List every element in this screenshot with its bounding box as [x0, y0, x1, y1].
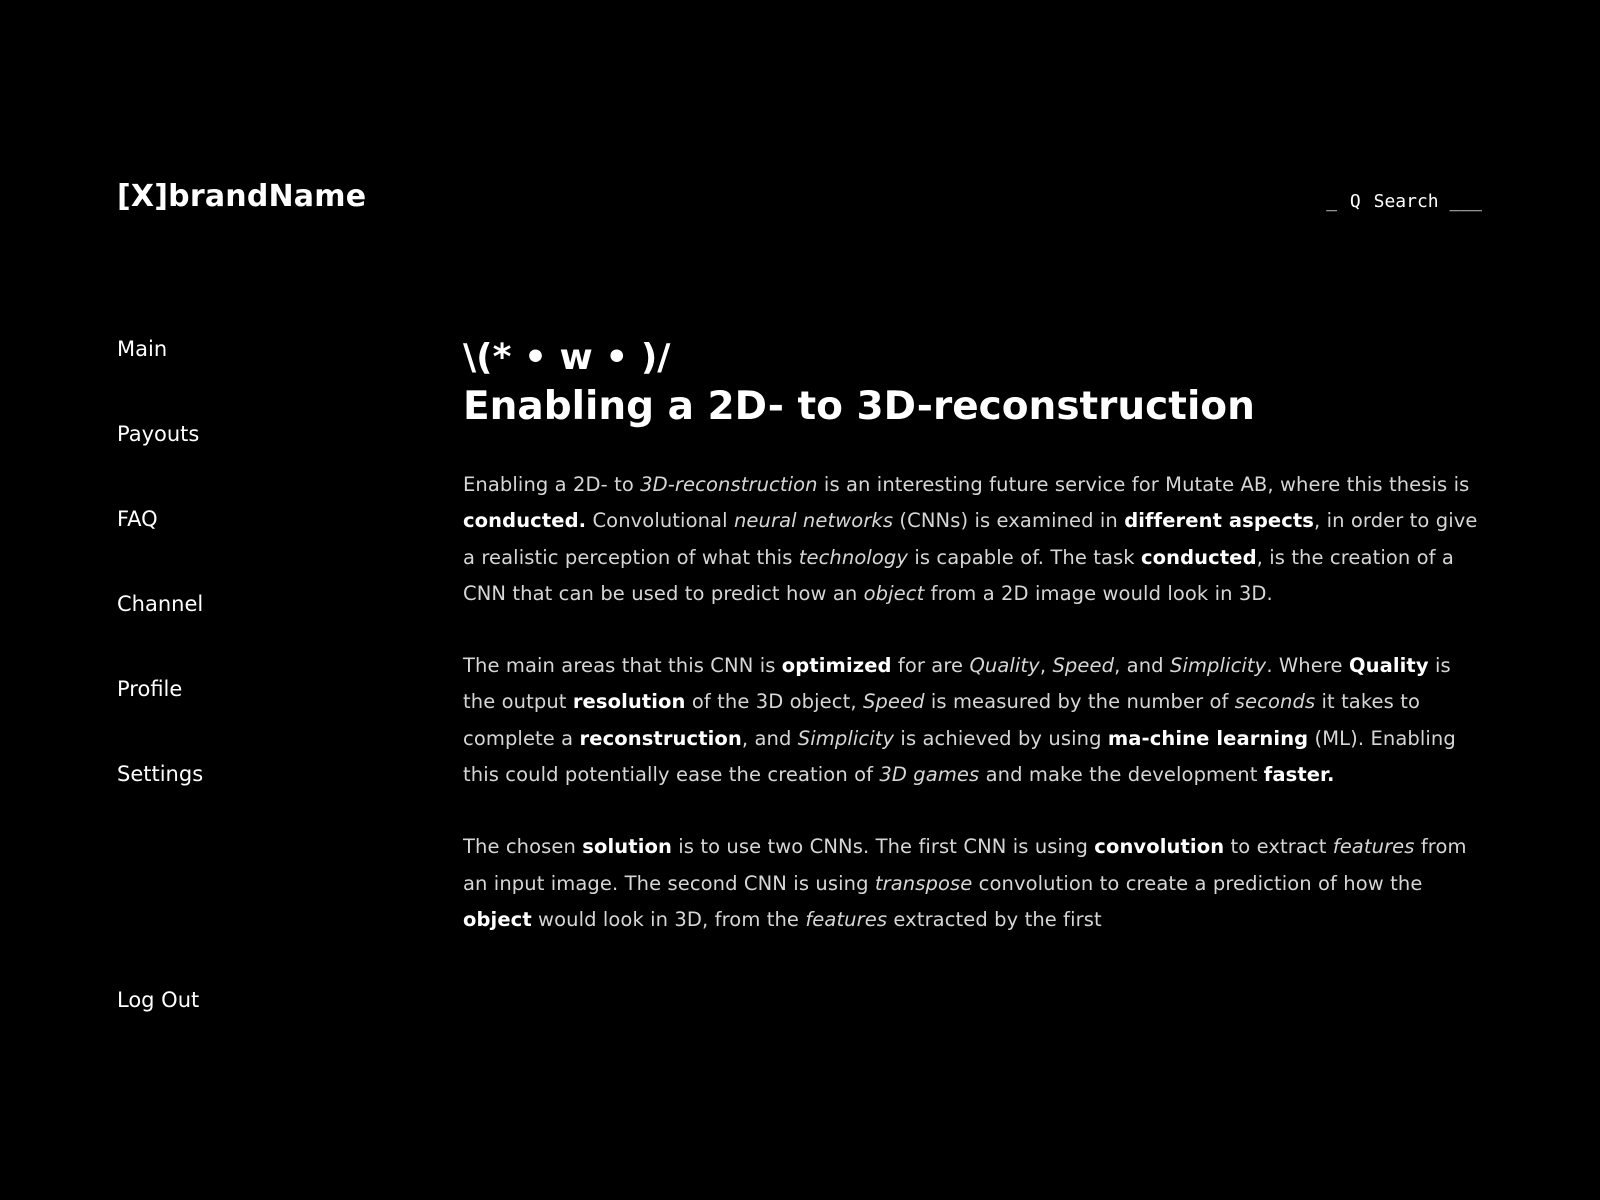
- text-run: , and: [741, 726, 798, 750]
- emphasis-bold: Quality: [1348, 654, 1429, 678]
- text-run: Enabling a 2D- to: [463, 473, 641, 496]
- emphasis-bold: reconstruction: [579, 726, 742, 750]
- text-run: (CNNs) is examined in: [893, 509, 1125, 533]
- emphasis-bold: object: [463, 907, 532, 931]
- text-run: and make the development: [979, 763, 1264, 787]
- article-paragraph: [463, 829, 1483, 938]
- emphasis-italic: 3D games: [879, 763, 980, 787]
- emphasis-italic: neural networks: [733, 509, 894, 533]
- search-prefix: _: [1326, 191, 1338, 212]
- emphasis-bold: different aspects: [1124, 509, 1315, 533]
- emphasis-bold: solution: [582, 835, 672, 859]
- emphasis-bold: conducted: [1140, 545, 1257, 569]
- text-run: it takes to complete a: [463, 690, 1420, 750]
- sidebar-item-payouts[interactable]: Payouts: [117, 422, 200, 446]
- emphasis-bold: faster.: [1263, 763, 1335, 787]
- text-run: , and: [1114, 654, 1170, 678]
- emphasis-bold: optimized: [781, 654, 892, 678]
- emphasis-italic: transpose: [874, 871, 973, 895]
- article-paragraph: [463, 467, 1483, 612]
- emphasis-italic: Speed: [1052, 654, 1115, 678]
- logout-button[interactable]: Log Out: [117, 988, 200, 1012]
- text-run: extracted by the first: [887, 907, 1102, 931]
- emphasis-bold: ma-chine learning: [1107, 726, 1309, 750]
- text-run: Convolutional: [586, 509, 734, 533]
- text-run: is to use two CNNs. The first CNN is using: [671, 835, 1095, 859]
- text-run: ,: [1039, 654, 1053, 678]
- text-run: of the 3D object,: [685, 690, 863, 714]
- text-run: , is the creation of a CNN that can be used to predict how an: [463, 545, 1454, 605]
- sidebar-item-faq[interactable]: FAQ: [117, 507, 158, 531]
- text-run: from a 2D image would look in 3D.: [924, 581, 1273, 605]
- text-run: is an interesting future service for Mutate AB, where this thesis is: [817, 473, 1470, 496]
- sidebar-nav: [117, 336, 377, 846]
- emphasis-italic: Speed: [862, 690, 925, 714]
- text-run: is capable of. The task: [908, 545, 1141, 569]
- search-underline: ___: [1449, 191, 1482, 212]
- text-run: The chosen: [463, 835, 583, 859]
- text-run: to extract: [1224, 835, 1333, 859]
- text-run: The main areas that this CNN is: [463, 654, 782, 678]
- sidebar-item-profile[interactable]: Profile: [117, 677, 183, 701]
- emphasis-italic: 3D-reconstruction: [640, 473, 818, 496]
- text-run: convolution to create a prediction of how the: [972, 871, 1423, 895]
- emphasis-italic: Simplicity: [1169, 654, 1267, 678]
- emphasis-italic: object: [863, 581, 925, 605]
- emphasis-italic: seconds: [1234, 690, 1316, 714]
- emphasis-bold: conducted.: [463, 509, 587, 533]
- page-title: Enabling a 2D- to 3D-reconstruction: [463, 384, 1255, 429]
- emphasis-italic: Simplicity: [797, 726, 895, 750]
- brand-logo[interactable]: [X]brandName: [117, 179, 367, 214]
- article-paragraph: [463, 648, 1483, 793]
- kaomoji-decoration: \(* • w • )/: [463, 337, 671, 378]
- article-body: [463, 467, 1483, 938]
- article: [463, 336, 1483, 938]
- text-run: (ML). Enabling this could potentially ease the creation of: [463, 726, 1456, 787]
- emphasis-italic: features: [805, 907, 888, 931]
- text-run: , in order to give a realistic perception of what this: [463, 509, 1478, 569]
- text-run: would look in 3D, from the: [531, 907, 806, 931]
- emphasis-bold: convolution: [1094, 835, 1225, 859]
- sidebar-item-channel[interactable]: Channel: [117, 592, 204, 616]
- emphasis-italic: features: [1332, 835, 1415, 859]
- text-run: from an input image. The second CNN is using: [463, 835, 1467, 895]
- text-run: is measured by the number of: [924, 690, 1235, 714]
- sidebar-item-main[interactable]: Main: [117, 337, 168, 361]
- text-run: is the output: [463, 654, 1451, 714]
- search-placeholder[interactable]: Search: [1373, 191, 1439, 212]
- text-run: for are: [891, 654, 970, 678]
- search-field[interactable]: [1326, 191, 1482, 212]
- text-run: . Where: [1266, 654, 1349, 678]
- emphasis-italic: technology: [798, 545, 909, 569]
- sidebar-item-settings[interactable]: Settings: [117, 762, 204, 786]
- search-icon[interactable]: Q: [1349, 191, 1361, 212]
- text-run: is achieved by using: [894, 726, 1108, 750]
- emphasis-italic: Quality: [969, 654, 1040, 678]
- emphasis-bold: resolution: [572, 690, 686, 714]
